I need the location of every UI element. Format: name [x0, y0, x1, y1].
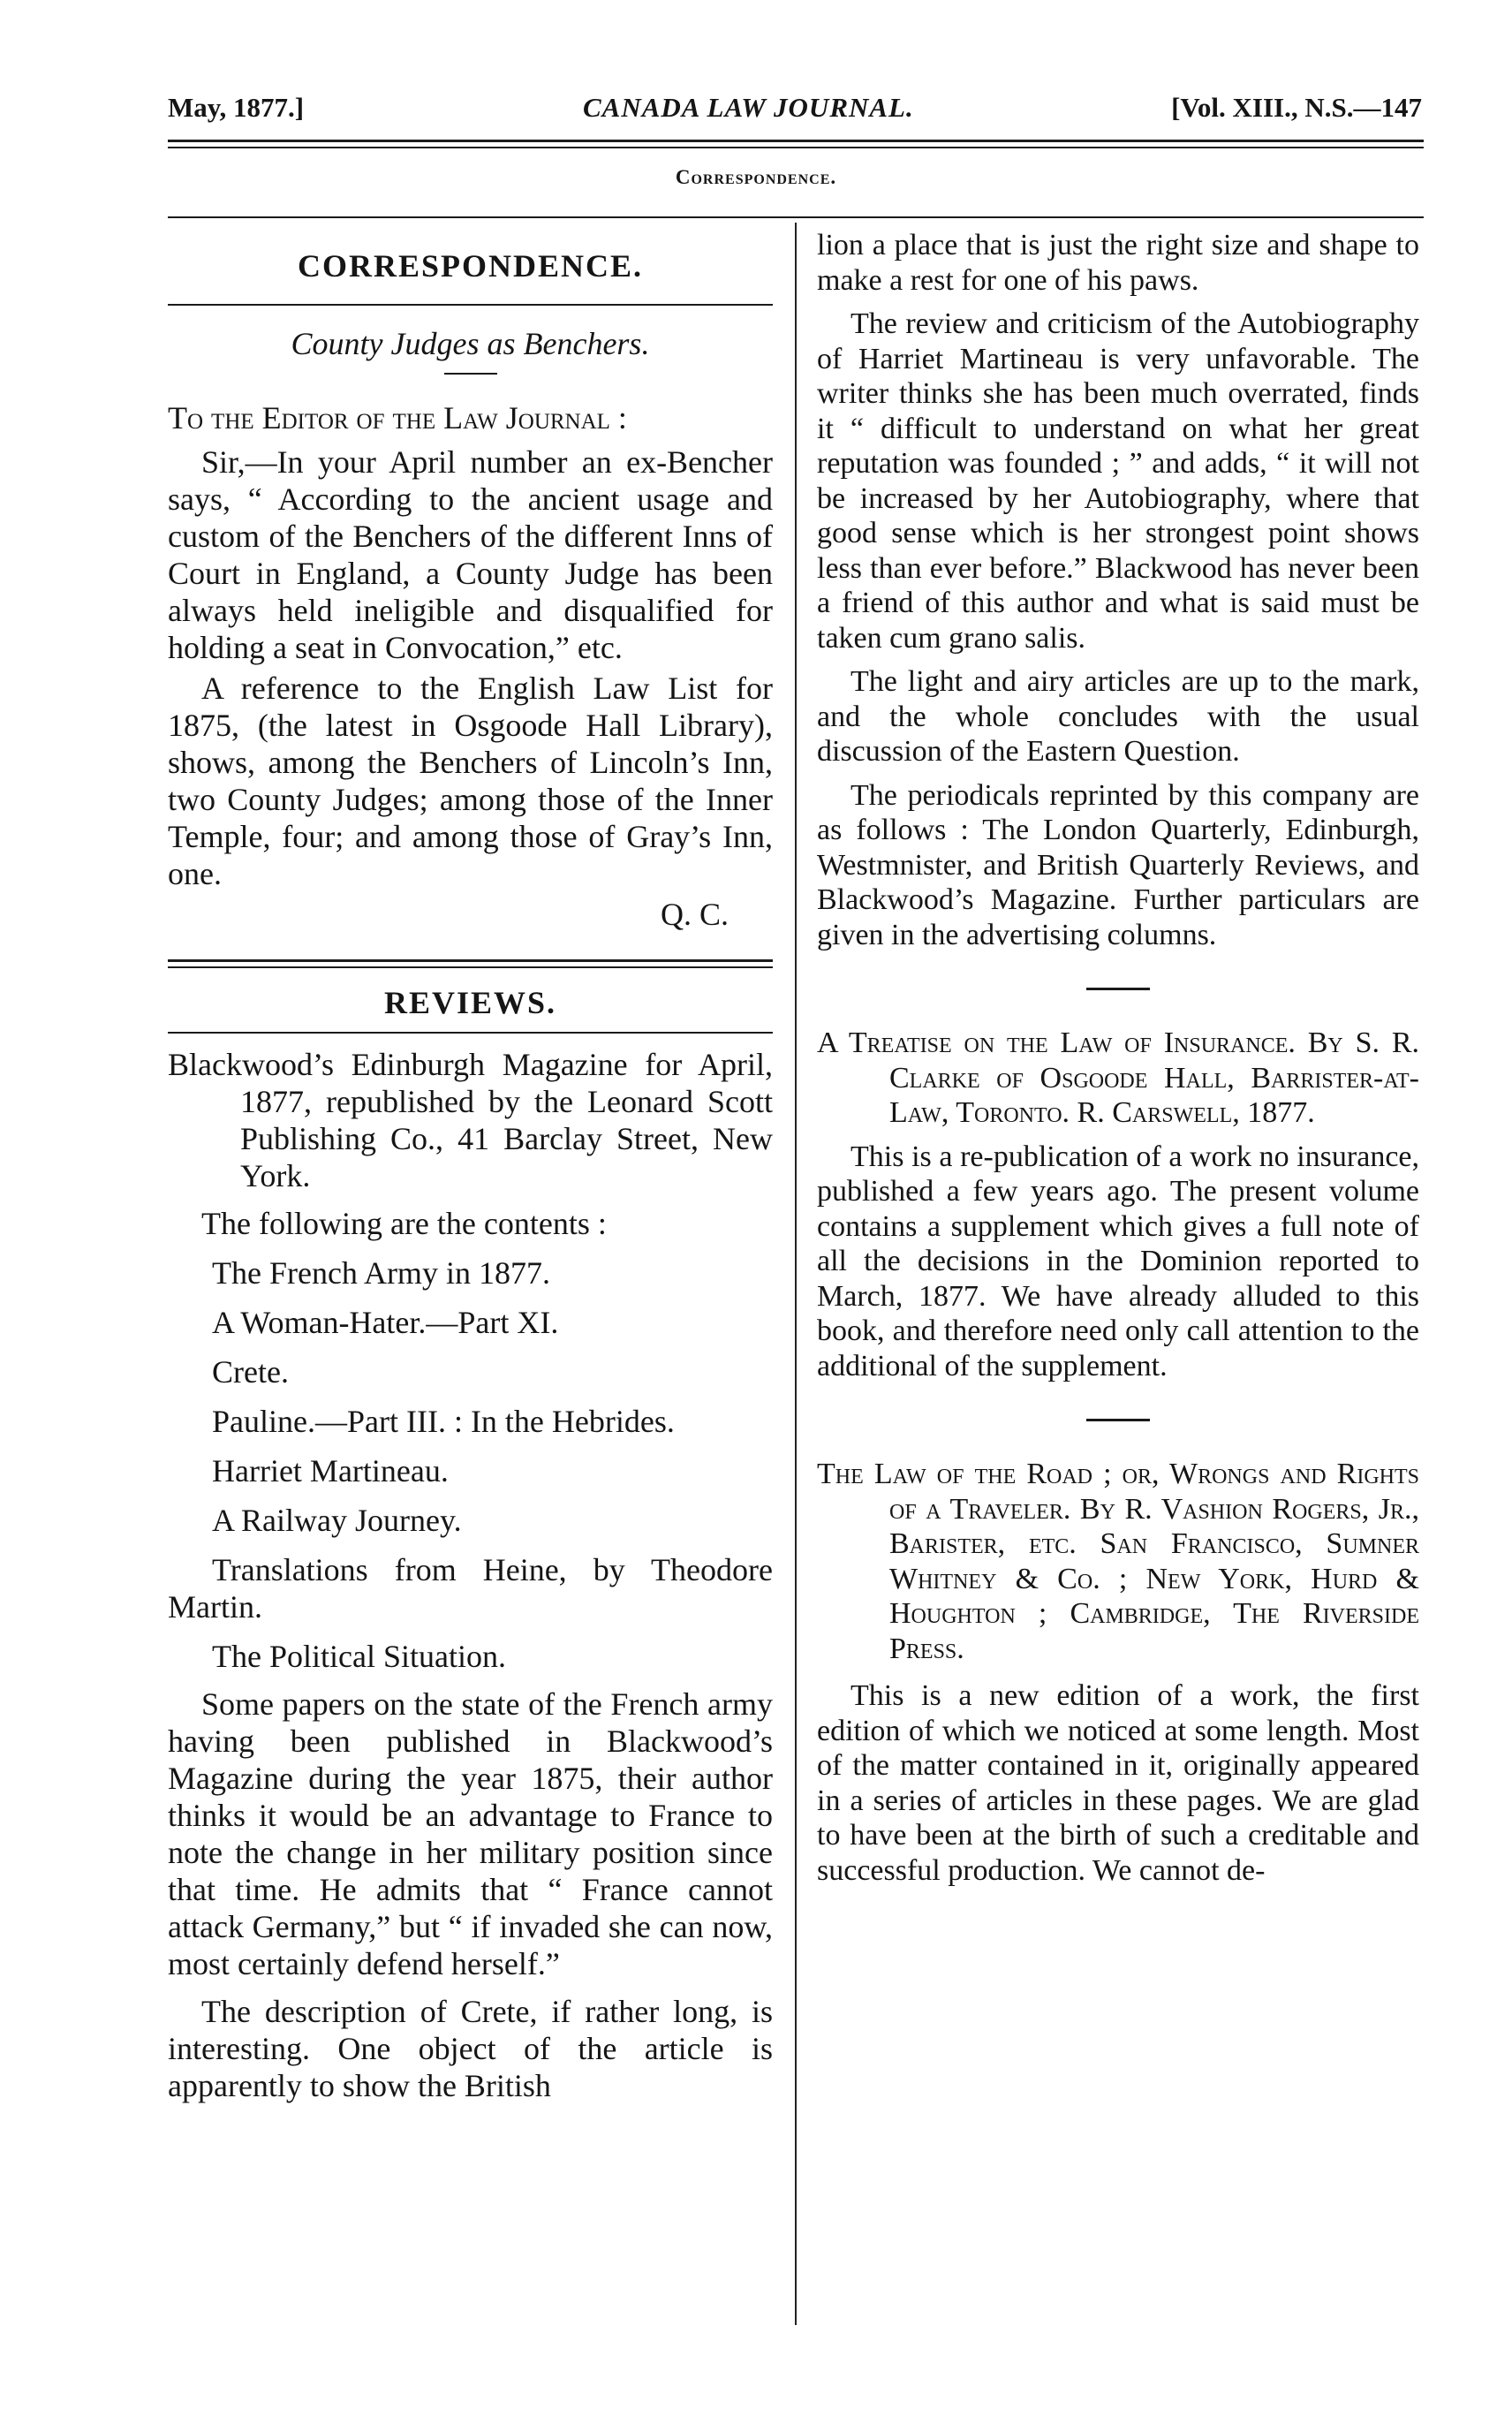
contents-intro: The following are the contents : [201, 1206, 607, 1241]
review-title-blackwoods: Blackwood’s Edinburgh Magazine for April, 1877, republished by the Leonard Scott Publishing Co., 41 Barclay Street, New York. [168, 1047, 773, 1193]
running-head-date: May, 1877.] [168, 92, 305, 123]
letter-salutation: To the Editor of the Law Journal : [168, 400, 627, 436]
contents-item: The Political Situation. [212, 1639, 506, 1674]
reviews-heading: REVIEWS. [383, 985, 557, 1020]
contents-item: Pauline.—Part III. : In the Hebrides. [212, 1404, 675, 1439]
review-title-law-of-the-road: The Law of the Road ; or, Wrongs and Rights of a Traveler. By R. Vashion Rogers, Jr., Barister, etc. San Francisco, Sumner Whitney & Co. ; New York, Hurd & Houghton ; Cambridge, The Riverside Press. [817, 1458, 1419, 1665]
contents-list [168, 1254, 773, 1675]
review-paragraph: This is a re-publication of a work no insurance, published a few years ago. The present volume contains a supplement which gives a full note of all the decisions in the Dominion reported to March, 1877. We have already alluded to this book, and therefore need only call attention to the additional of the supplement. [817, 1140, 1419, 1382]
header-double-rule-top [168, 140, 1424, 142]
letter-paragraph: A reference to the English Law List for 1875, (the latest in Osgoode Hall Library), shows, among the Benchers of Lincoln’s Inn, two County Judges; among those of the Inner Temple, four; and among those of Gray’s Inn, one. [168, 670, 773, 891]
review-paragraph: This is a new edition of a work, the first edition of which we noticed at some length. Most of the matter contained in it, originally appeared in a series of articles in these pages. We are glad to have been at the birth of such a creditable and successful production. We cannot de- [817, 1679, 1419, 1887]
section-head-rule [168, 216, 1424, 218]
section-head: Correspondence. [675, 166, 837, 188]
review-paragraph: The light and airy articles are up to the mark, and the whole concludes with the usual discussion of the Eastern Question. [817, 665, 1419, 768]
right-column [817, 228, 1419, 1888]
review-paragraph: The description of Crete, if rather long, is interesting. One object of the article is apparently to show the British [168, 1994, 773, 2103]
contents-item: A Woman-Hater.—Part XI. [212, 1305, 559, 1340]
review-title-insurance: A Treatise on the Law of Insurance. By S. R. Clarke of Osgoode Hall, Barrister-at-Law, Toronto. R. Carswell, 1877. [817, 1026, 1419, 1129]
review-paragraph: The review and criticism of the Autobiography of Harriet Martineau is very unfavorable. The writer thinks she has been much overrated, finds it “ difficult to understand on what her great reputation was founded ; ” and adds, “ it will not be increased by her Autobiography, where that good sense which is her strongest point shows less than ever before.” Blackwood has never been a friend of this author and what is said must be taken cum grano salis. [817, 307, 1419, 655]
contents-item: Translations from Heine, by Theodore Martin. [168, 1552, 773, 1625]
letter-subheading: County Judges as Benchers. [291, 326, 650, 361]
contents-item: Crete. [212, 1354, 289, 1390]
running-head [168, 87, 1422, 131]
column-divider [795, 223, 797, 2325]
contents-item: Harriet Martineau. [212, 1453, 449, 1488]
left-column [168, 228, 773, 2104]
running-head-volume-page: [Vol. XIII., N.S.—147 [1171, 92, 1422, 123]
review-paragraph: lion a place that is just the right size and shape to make a rest for one of his paws. [817, 229, 1419, 297]
review-paragraph: The periodicals reprinted by this company are as follows : The London Quarterly, Edinburgh, Westmnister, and British Quarterly Reviews, and Blackwood’s Magazine. Further particulars are given in the advertising columns. [817, 778, 1419, 951]
contents-item: The French Army in 1877. [212, 1255, 550, 1291]
header-double-rule-bottom [168, 147, 1424, 148]
review-paragraph: Some papers on the state of the French army having been published in Blackwood’s Magazine during the year 1875, their author thinks it would be an advantage to France to note the change in her military position since that time. He admits that “ France cannot attack Germany,” but “ if invaded she can now, most certainly defend herself.” [168, 1686, 773, 1981]
correspondence-heading: CORRESPONDENCE. [297, 248, 644, 284]
letter-signature: Q. C. [660, 897, 729, 932]
running-head-journal-title: CANADA LAW JOURNAL. [583, 92, 914, 123]
letter-paragraph: Sir,—In your April number an ex-Bencher says, “ According to the ancient usage and custom of the Benchers of the different Inns of Court in England, a County Judge has been always held ineligible and disqualified for holding a seat in Convocation,” etc. [168, 444, 773, 665]
contents-item: A Railway Journey. [212, 1503, 462, 1538]
